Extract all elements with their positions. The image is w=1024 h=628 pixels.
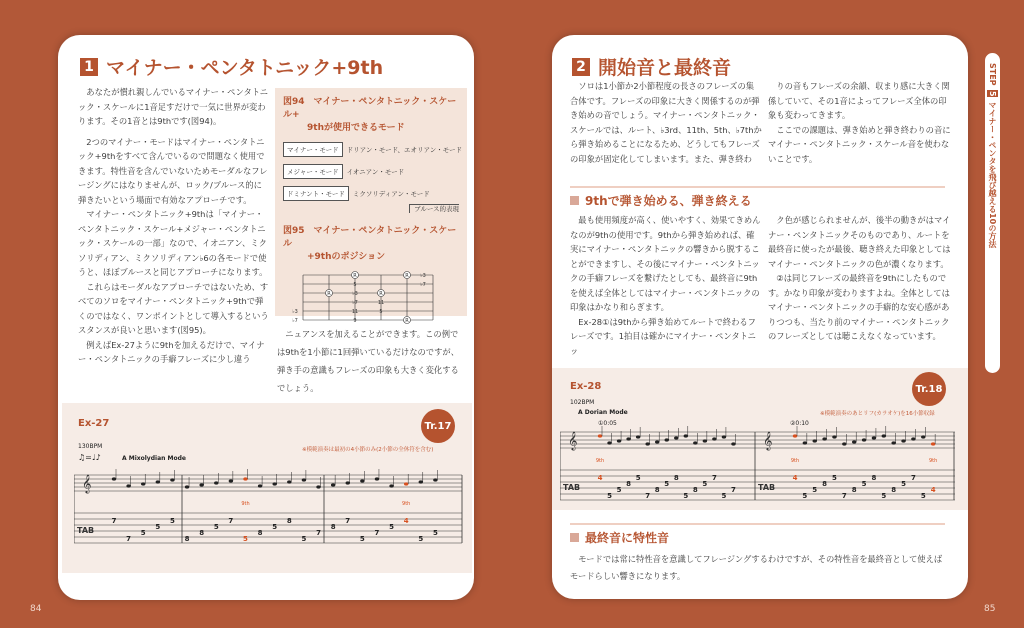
example-note: ※模範演奏のあとリフ(カラオケ)を16小節収録 bbox=[820, 411, 935, 417]
note-head bbox=[302, 478, 306, 481]
scale-degree-label: ♭7 bbox=[292, 318, 298, 324]
note-head bbox=[389, 484, 393, 487]
note-head bbox=[433, 478, 437, 481]
tab-clef-icon: TAB bbox=[563, 483, 581, 492]
right-page bbox=[552, 35, 968, 599]
step-number: 5 bbox=[988, 90, 997, 97]
scale-degree-label: ♭3 bbox=[352, 291, 358, 297]
note-head bbox=[674, 436, 678, 439]
scale-degree-label: R bbox=[379, 291, 383, 297]
note-head bbox=[921, 435, 925, 438]
note-head bbox=[636, 435, 640, 438]
mode-category: ドミナント・モード bbox=[283, 186, 349, 201]
right-body-column-2 bbox=[768, 79, 954, 166]
note-head bbox=[170, 478, 174, 481]
figure-94-title: 図94 マイナー・ペンタトニック・スケール+ bbox=[283, 97, 457, 120]
tab-number: 7 bbox=[711, 474, 717, 482]
bracket-label-text: ブルース的表現 bbox=[409, 204, 459, 213]
note-head bbox=[931, 442, 935, 445]
scale-degree-label: 11 bbox=[377, 300, 385, 306]
note-head bbox=[803, 441, 807, 444]
tab-number: 8 bbox=[673, 474, 679, 482]
subheading-text: 9thで弾き始める、弾き終える bbox=[585, 194, 752, 208]
notation-ex28 bbox=[560, 418, 960, 508]
tab-number: 7 bbox=[126, 535, 132, 543]
note-head bbox=[375, 477, 379, 480]
chapter-side-tab[interactable] bbox=[985, 53, 1000, 373]
note-head bbox=[331, 483, 335, 486]
note-head bbox=[287, 480, 291, 483]
page-number-right: 85 bbox=[984, 604, 996, 614]
note-head bbox=[832, 435, 836, 438]
mode-list bbox=[283, 142, 463, 201]
note-head bbox=[626, 437, 630, 440]
note-head bbox=[229, 479, 233, 482]
note-head bbox=[404, 482, 408, 485]
tab-number: 5 bbox=[683, 492, 689, 500]
tab-number: 7 bbox=[374, 529, 380, 537]
tab-number: 5 bbox=[389, 523, 395, 531]
section-title-1 bbox=[80, 53, 383, 80]
note-head bbox=[665, 438, 669, 441]
scale-degree-label: ♭7 bbox=[420, 282, 426, 288]
tab-number: 5 bbox=[702, 480, 708, 488]
tab-number: 5 bbox=[272, 523, 278, 531]
ninth-label: 9th bbox=[241, 501, 250, 507]
section-title-text: 開始音と最終音 bbox=[598, 57, 732, 79]
note-head bbox=[822, 437, 826, 440]
notation-ex27 bbox=[74, 463, 464, 573]
tab-number: 8 bbox=[330, 523, 336, 531]
note-head bbox=[722, 435, 726, 438]
measure-group-1 bbox=[560, 426, 755, 500]
tab-number: 5 bbox=[432, 529, 438, 537]
mode-category: マイナー・モード bbox=[283, 142, 343, 157]
tab-number: 4 bbox=[792, 474, 798, 482]
tab-number: 5 bbox=[635, 474, 641, 482]
note-head bbox=[891, 441, 895, 444]
track-badge: Tr.18 bbox=[912, 372, 946, 406]
note-head bbox=[712, 437, 716, 440]
tab-number: 4 bbox=[930, 486, 936, 494]
figure-94-subtitle: 9thが使用できるモード bbox=[307, 123, 405, 133]
tab-number: 5 bbox=[802, 492, 808, 500]
figure-95-title: 図95 マイナー・ペンタトニック・スケール bbox=[283, 226, 457, 249]
note-head bbox=[419, 480, 423, 483]
marker-1: ①0:05 bbox=[598, 420, 617, 427]
note-head bbox=[126, 484, 130, 487]
scale-degree-label: 9 bbox=[353, 318, 357, 324]
tab-number: 5 bbox=[243, 535, 248, 543]
tab-number: 8 bbox=[257, 529, 263, 537]
mode-label: A Mixolydian Mode bbox=[122, 455, 186, 462]
tab-number: 7 bbox=[228, 517, 234, 525]
paragraph: ここでの課題は、弾き始めと弾き終わりの音にマイナー・ペンタトニック・スケール音を使わないことです。 bbox=[768, 124, 951, 164]
divider bbox=[570, 186, 945, 188]
tab-clef-icon: TAB bbox=[758, 483, 776, 492]
square-bullet-icon bbox=[570, 196, 579, 205]
scale-degree-label: R bbox=[353, 273, 357, 279]
tab-number: 8 bbox=[822, 480, 828, 488]
right-body-column-3 bbox=[570, 213, 762, 358]
tempo: 102BPM bbox=[570, 399, 595, 406]
note-head bbox=[141, 482, 145, 485]
mode-row bbox=[283, 186, 459, 201]
step-label: STEP bbox=[988, 63, 997, 86]
left-body-column-2: ニュアンスを加えることができます。この例では9thを1小節に1回弾いているだけなのですが、弾き手の意識もフレーズの印象も大きく変化するでしょう。 bbox=[277, 329, 459, 393]
right-body-column-1: ソロは1小節か2小節程度の長さのフレーズの集合体です。フレーズの印象に大きく関係するのが弾き始めの音でしょう。マイナー・ペンタトニック・スケールでは、ルート、♭3rd、11th、5th、♭7thから弾き始めることになるため、どうしてもフレーズの印象が固定化してしまいます。また、弾き終わ bbox=[570, 81, 762, 164]
tab-number: 4 bbox=[597, 474, 603, 482]
tab-number: 5 bbox=[832, 474, 837, 482]
tab-number: 5 bbox=[213, 523, 219, 531]
scale-degree-label: 5 bbox=[379, 309, 383, 315]
tab-number: 8 bbox=[184, 535, 190, 543]
tab-number: 8 bbox=[199, 529, 205, 537]
note-head bbox=[258, 484, 262, 487]
measure-group-2 bbox=[755, 426, 955, 500]
tab-number: 7 bbox=[645, 492, 651, 500]
right-body-column-4 bbox=[768, 213, 954, 344]
note-head bbox=[346, 481, 350, 484]
fretboard-diagram bbox=[283, 270, 453, 325]
scale-degree-label: ♭3 bbox=[292, 309, 298, 315]
subheading-final-note bbox=[570, 529, 669, 546]
scale-degree-label: R bbox=[405, 318, 409, 324]
scale-degree-label: ♭3 bbox=[420, 273, 426, 279]
tab-number: 7 bbox=[345, 517, 351, 525]
subheading-9th bbox=[570, 192, 752, 209]
tab-number: 8 bbox=[692, 486, 698, 494]
scale-degree-label: R bbox=[405, 273, 409, 279]
mode-row bbox=[283, 164, 459, 179]
subheading-text: 最終音に特性音 bbox=[585, 531, 670, 545]
note-head bbox=[684, 434, 688, 437]
left-body-column-1 bbox=[78, 85, 270, 367]
tab-number: 8 bbox=[891, 486, 897, 494]
ninth-label: 9th bbox=[402, 501, 411, 507]
mode-category: メジャー・モード bbox=[283, 164, 343, 179]
tab-number: 5 bbox=[861, 480, 867, 488]
note-head bbox=[813, 439, 817, 442]
mode-names: ミクソリディアン・モード bbox=[352, 190, 430, 198]
page-number-left: 84 bbox=[30, 604, 42, 614]
paragraph: あなたが慣れ親しんでいるマイナー・ペンタトニック・スケールに1音足すだけで一気に世界が変わります。その1音とは9thです(図94)。 bbox=[78, 87, 269, 126]
tab-number: 5 bbox=[616, 486, 622, 494]
tab-number: 8 bbox=[626, 480, 632, 488]
paragraph: ②は同じフレーズの最終音を9thにしたものです。かなり印象が変わりますよね。全体としてはマイナー・ペンタトニックの手癖的な安心感がありつつも、当たり前のマイナー・ペンタトニックのフレーズとしては聴こえなくなっています。 bbox=[768, 273, 950, 341]
tab-number: 7 bbox=[316, 529, 321, 537]
scale-degree-label: 5 bbox=[353, 282, 357, 288]
note-head bbox=[214, 481, 218, 484]
note-head bbox=[272, 482, 276, 485]
note-head bbox=[731, 442, 735, 445]
paragraph: 2つのマイナー・モードはマイナー・ペンタトニック+9thをすべて含んでいるので問題なく使用できます。特性音を含んでいないためモーダルなフレージングにはなりませんが、ロック/ブルース的に弾きたいという場面で有効なアプローチです。 bbox=[78, 136, 268, 205]
paragraph: ク色が感じられませんが、後半の動きがはマイナー・ペンタトニックそのものであり、ルートを最終音に使ったが最後、聴き終えた印象としてはマイナー・ペンタトニックの色が濃くなります。 bbox=[768, 215, 951, 269]
note-head bbox=[882, 434, 886, 437]
treble-clef-icon: 𝄞 bbox=[763, 431, 773, 450]
note-head bbox=[655, 440, 659, 443]
example-note: ※模範演奏は最初の4小節のみ(2小節の全休符を含む) bbox=[302, 447, 434, 453]
note-head bbox=[598, 434, 602, 437]
note-head bbox=[862, 438, 866, 441]
note-head bbox=[156, 480, 160, 483]
note-head bbox=[793, 434, 797, 437]
note-head bbox=[842, 442, 846, 445]
tab-number: 4 bbox=[403, 517, 409, 525]
treble-clef-icon: 𝄞 bbox=[82, 474, 92, 493]
ninth-label: 9th bbox=[928, 458, 938, 464]
note-head bbox=[911, 437, 915, 440]
tab-number: 5 bbox=[721, 492, 727, 500]
note-head bbox=[617, 439, 621, 442]
example-label: Ex-28 bbox=[570, 381, 602, 392]
right-body-column-5: モードでは常に特性音を意識してフレージングするわけですが、その特性音を最終音として使えばモードらしい響きになります。 bbox=[570, 554, 943, 581]
left-page bbox=[58, 35, 474, 600]
mode-names: イオニアン・モード bbox=[346, 168, 405, 176]
note-head bbox=[185, 485, 189, 488]
figure-95-subtitle: +9thのポジション bbox=[307, 252, 386, 262]
note-head bbox=[693, 441, 697, 444]
note-head bbox=[901, 439, 905, 442]
tab-number: 5 bbox=[607, 492, 612, 500]
scale-degree-label: 11 bbox=[351, 309, 359, 315]
figure-94-95 bbox=[275, 88, 467, 324]
bracket-label bbox=[283, 204, 459, 213]
note-head bbox=[199, 483, 203, 486]
mode-label: A Dorian Mode bbox=[578, 409, 628, 416]
mode-names: ドリアン・モード、エオリアン・モード bbox=[346, 146, 463, 154]
paragraph: マイナー・ペンタトニック+9thは「マイナー・ペンタトニック・スケール+メジャー・ペンタトニック・スケールの一部」なので、イオニアン、ミクソリディアン、ミクソリディアン♭6の各モードで使うと、ほぼブルースと同じアプローチになります。 bbox=[78, 209, 268, 277]
section-number: 1 bbox=[80, 58, 98, 76]
treble-clef-icon: 𝄞 bbox=[568, 431, 578, 450]
ninth-label: 9th bbox=[790, 458, 800, 464]
tab-number: 5 bbox=[301, 535, 307, 543]
tab-number: 5 bbox=[418, 535, 424, 543]
paragraph: これらはモーダルなアプローチではないため、すべてのソロをマイナー・ペンタトニック+9thで弾くのではなく、ワンポイントとして導入するというスタンスが良いと思います(図95)。 bbox=[78, 281, 269, 335]
example-28 bbox=[552, 368, 968, 510]
tab-number: 8 bbox=[851, 486, 857, 494]
note-head bbox=[316, 485, 320, 488]
marker-2: ②0:10 bbox=[790, 420, 809, 427]
example-label: Ex-27 bbox=[78, 418, 110, 429]
tab-number: 8 bbox=[871, 474, 877, 482]
section-title-2 bbox=[572, 53, 731, 80]
square-bullet-icon bbox=[570, 533, 579, 542]
mode-row bbox=[283, 142, 463, 157]
note-head bbox=[645, 442, 649, 445]
scale-degree-label: ♭7 bbox=[352, 300, 358, 306]
tab-number: 5 bbox=[359, 535, 365, 543]
tempo: 130BPM bbox=[78, 443, 103, 450]
paragraph: りの音もフレーズの余韻、収まり感に大きく関係していて、その1音によってフレーズ全体の印象も変わってきます。 bbox=[768, 81, 950, 120]
tab-number: 5 bbox=[155, 523, 161, 531]
note-head bbox=[852, 440, 856, 443]
note-head bbox=[243, 477, 247, 480]
tab-number: 5 bbox=[664, 480, 670, 488]
tab-number: 8 bbox=[654, 486, 660, 494]
ninth-label: 9th bbox=[595, 458, 605, 464]
tab-number: 7 bbox=[111, 517, 117, 525]
paragraph: 最も使用頻度が高く、使いやすく、効果てきめんなのが9thの使用です。9thから弾き始めれば、確実にマイナー・ペンタトニックの響きから脱することができますし、その後にマイナー・ペンタトニックの手癖フレーズを繋げたとしても、最終音に9thを使えば全体としてはマイナー・ペンタトニックの印象はかなり和らぎます。 bbox=[570, 215, 761, 312]
tab-number: 5 bbox=[881, 492, 887, 500]
tab-number: 7 bbox=[731, 486, 736, 494]
scale-degree-label: R bbox=[327, 291, 331, 297]
tab-number: 5 bbox=[140, 529, 146, 537]
note-head bbox=[112, 477, 116, 480]
note-head bbox=[607, 441, 611, 444]
divider bbox=[570, 523, 945, 525]
swing-marking: ♫=♩♪ bbox=[78, 453, 101, 462]
tab-number: 5 bbox=[812, 486, 818, 494]
section-title-text: マイナー・ペンタトニック+9th bbox=[106, 57, 384, 79]
note-head bbox=[360, 479, 364, 482]
example-27 bbox=[62, 403, 472, 573]
note-head bbox=[703, 439, 707, 442]
tab-number: 7 bbox=[910, 474, 916, 482]
note-head bbox=[872, 436, 876, 439]
tab-clef-icon: TAB bbox=[77, 526, 95, 535]
tab-number: 7 bbox=[841, 492, 847, 500]
section-number: 2 bbox=[572, 58, 590, 76]
chapter-title: マイナー・ペンタを飛び越える10の方法 bbox=[988, 101, 997, 249]
track-badge: Tr.17 bbox=[421, 409, 455, 443]
paragraph: 例えばEx-27ように9thを加えるだけで、マイナー・ペンタトニックの手癖フレーズに少し違う bbox=[78, 339, 265, 364]
tab-number: 8 bbox=[286, 517, 292, 525]
paragraph: Ex-28①は9thから弾き始めてルートで終わるフレーズです。1拍目は確かにマイナー・ペンタトニッ bbox=[570, 316, 756, 356]
tab-number: 5 bbox=[901, 480, 906, 488]
tab-number: 5 bbox=[920, 492, 926, 500]
tab-number: 5 bbox=[169, 517, 175, 525]
